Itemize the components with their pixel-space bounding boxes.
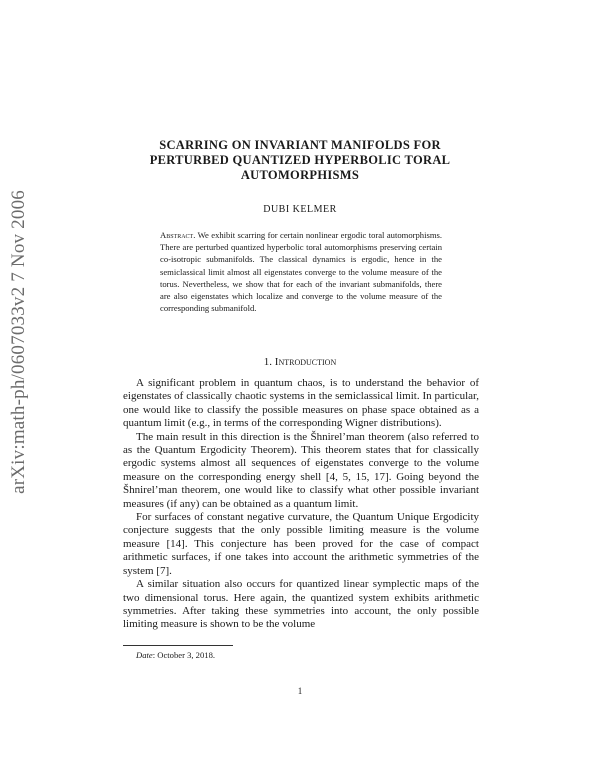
- footnote: [136, 650, 215, 660]
- abstract-text: We exhibit scarring for certain nonlinear ergodic toral automorphisms. There are perturbed quantized hyperbolic toral automorphisms preserving certain co-isotropic submanifolds. The classical dynamics is ergodic, hence in the semiclassical limit almost all eigenstates converge to the volume measure of the torus. Nevertheless, we show that for each of the invariant submanifolds, there are also eigenstates which localize and converge to the volume measure of the corresponding submanifold.: [160, 230, 442, 314]
- abstract-label: Abstract.: [160, 230, 196, 240]
- title-line: SCARRING ON INVARIANT MANIFOLDS FOR: [159, 138, 441, 152]
- paragraph: The main result in this direction is the Šhnirel’man theorem (also referred to as the Quantum Ergodicity Theorem). This theorem states that for classically ergodic systems almost all sequences of eigenstates converge to the volume measure on the corresponding energy shell [4, 5, 15, 17]. Going beyond the Šhnirel’man theorem, one would like to classify what other possible invariant measures (if any) can be obtained as a quantum limit.: [123, 430, 479, 510]
- body-text: [123, 377, 479, 632]
- section-heading: [120, 356, 480, 368]
- section-title: Introduction: [274, 356, 337, 368]
- title-line: PERTURBED QUANTIZED HYPERBOLIC TORAL: [149, 153, 451, 167]
- paragraph: A similar situation also occurs for quantized linear symplectic maps of the two dimensional torus. Here again, the quantized system exhibits arithmetic symmetries. After taking these symmetries into account, the only possible limiting measure is shown to be the volume: [123, 578, 479, 631]
- arxiv-identifier: arXiv:math-ph/0607033v2 7 Nov 2006: [8, 190, 29, 494]
- footnote-date-label: Date: [136, 650, 153, 660]
- page-number: 1: [297, 686, 303, 696]
- author-name: DUBI KELMER: [263, 204, 337, 215]
- title-line: AUTOMORPHISMS: [240, 168, 360, 182]
- footnote-date-value: : October 3, 2018.: [152, 650, 216, 660]
- abstract: [160, 229, 442, 314]
- paragraph: For surfaces of constant negative curvature, the Quantum Unique Ergodicity conjecture suggests that the only possible limiting measure is the volume measure [14]. This conjecture has been proved for the case of compact arithmetic surfaces, if one takes into account the arithmetic symmetries of the system [7].: [123, 511, 479, 577]
- section-number: 1.: [263, 356, 273, 368]
- paper-title: [120, 138, 480, 183]
- paragraph: A significant problem in quantum chaos, is to understand the behavior of eigenstates of classically chaotic systems in the semiclassical limit. In particular, one would like to classify the possible measures on phase space obtained as a quantum limit (e.g., in terms of the corresponding Wigner distributions).: [123, 377, 479, 430]
- footnote-divider: [123, 645, 233, 646]
- arxiv-stamp: [8, 190, 36, 550]
